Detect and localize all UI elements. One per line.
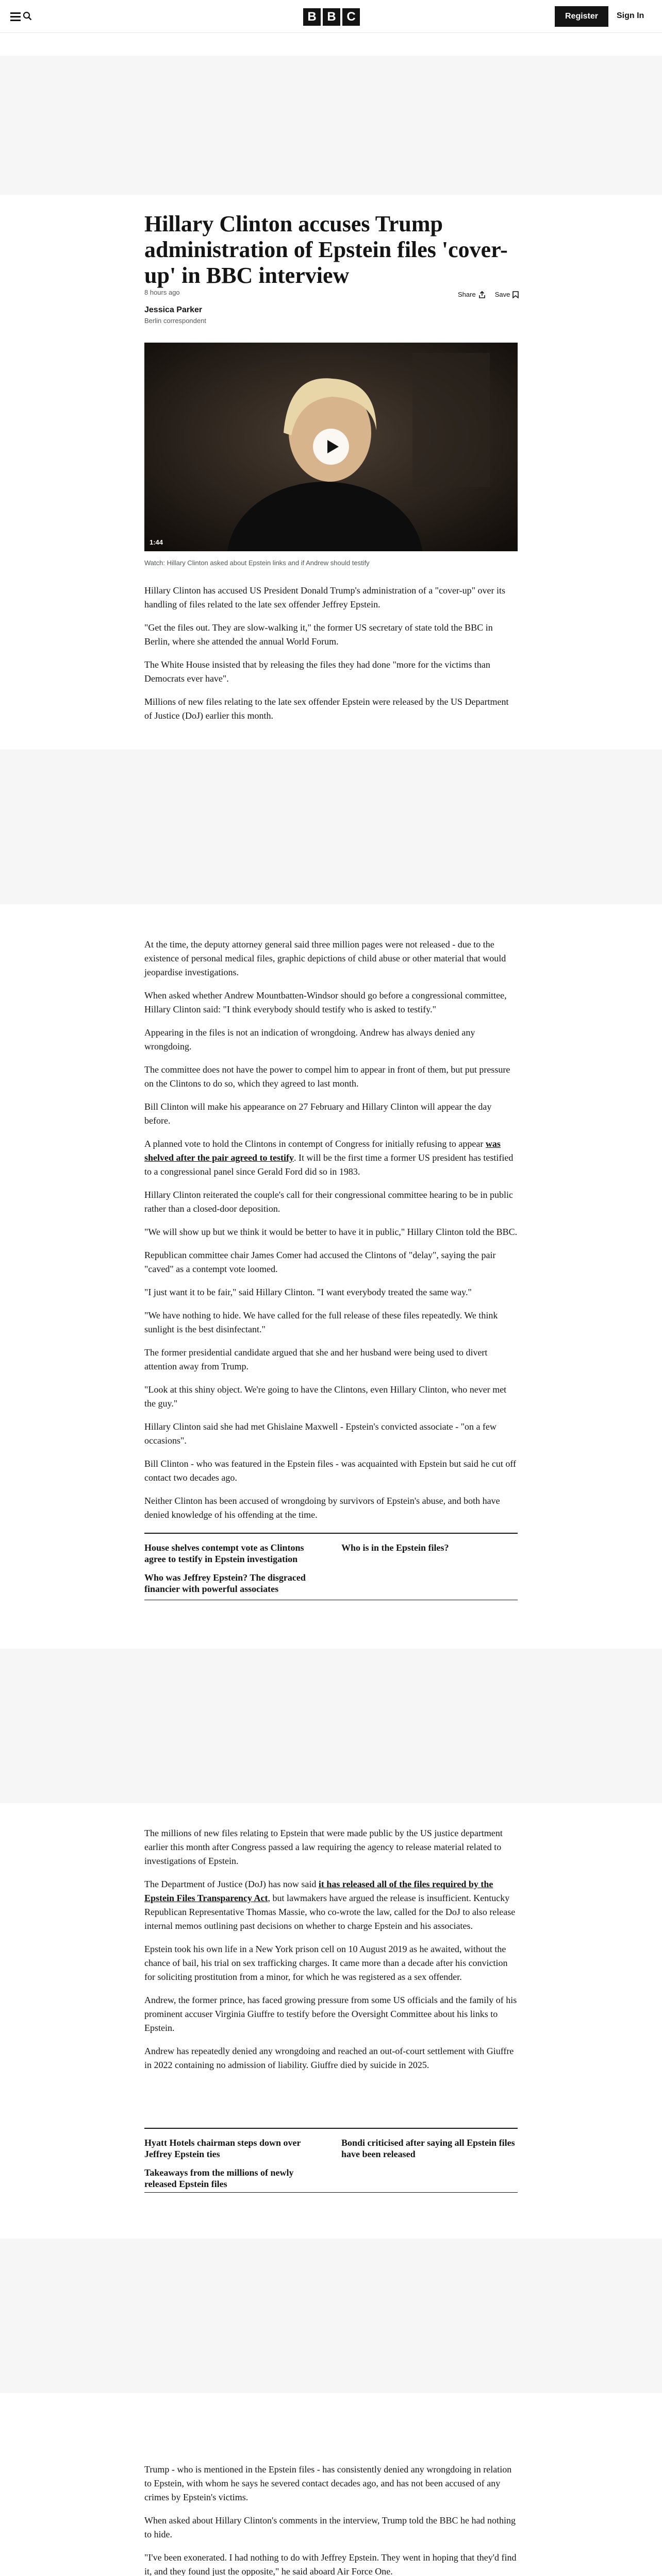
paragraph: Trump - who is mentioned in the Epstein files - has consistently denied any wrongdoing in relation to Epstein, with whom he says he severed contact decades ago, and has not been accused of any crimes by Epstein's victims. [144, 2464, 512, 2502]
related-stories [144, 1533, 518, 1595]
paragraph: Epstein took his own life in a New York prison cell on 10 August 2019 as he awaited, without the chance of bail, his trial on sex trafficking charges. It came more than a decade after his conviction for soliciting prostitution from a minor, for which he was registered as a sex offender. [144, 1944, 508, 1982]
paragraph: Hillary Clinton has accused US President Donald Trump's administration of a "cover-up" over its handling of files related to the late sex offender Jeffrey Epstein. [144, 585, 505, 609]
share-button[interactable] [458, 291, 486, 298]
play-icon [313, 429, 349, 465]
advertisement-banner[interactable] [0, 2239, 662, 2393]
paragraph: The White House insisted that by releasing the files they had done "more for the victims than Democrats ever have". [144, 659, 490, 684]
bbc-logo[interactable] [303, 8, 360, 26]
author-role: Berlin correspondent [144, 317, 206, 325]
register-button[interactable]: Register [555, 6, 608, 27]
paragraph: The committee does not have the power to compel him to appear in front of them, but put pressure on the Clintons to do so, which they agreed to last month. [144, 1064, 510, 1089]
paragraph: Appearing in the files is not an indication of wrongdoing. Andrew has always denied any wrongdoing. [144, 1027, 475, 1052]
paragraph: Bill Clinton - who was featured in the Epstein files - was acquainted with Epstein but said he cut off contact two decades ago. [144, 1459, 517, 1483]
paragraph: "Get the files out. They are slow-walking it," the former US secretary of state told the BBC in Berlin, where she attended the annual World Forum. [144, 622, 493, 647]
article-headline: Hillary Clinton accuses Trump administration of Epstein files 'cover-up' in BBC interview [144, 211, 508, 288]
top-navigation-bar [0, 0, 662, 33]
paragraph: The millions of new files relating to Epstein that were made public by the US justice department earlier this month after Congress passed a law requiring the agency to release material related to investigations of Epstein. [144, 1828, 503, 1866]
paragraph: "I've been exonerated. I had nothing to do with Jeffrey Epstein. They went in hoping that they'd find it, and they found just the opposite," he said aboard Air Force One. [144, 2552, 517, 2576]
share-label: Share [458, 291, 476, 298]
video-player[interactable] [144, 343, 518, 551]
video-caption: Watch: Hillary Clinton asked about Epstein links and if Andrew should testify [144, 559, 370, 567]
related-story-link[interactable]: Bondi criticised after saying all Epstein files have been released [341, 2138, 515, 2159]
paragraph: Andrew has repeatedly denied any wrongdoing and reached an out-of-court settlement with Giuffre in 2022 containing no admission of liability. Giuffre died by suicide in 2025. [144, 2046, 514, 2070]
article-body-section-3 [144, 1826, 518, 2081]
article-body-section-4 [144, 2463, 518, 2576]
text: It will be the first time a former US president has testified to a congressional panel since Gerald Ford did so in 1983. [144, 1153, 514, 1177]
related-stories [144, 2128, 518, 2190]
paragraph: At the time, the deputy attorney general said three million pages were not released - due to the existence of personal medical files, graphic depictions of child abuse or other material that would jeopardise investigations. [144, 939, 506, 977]
text: . [293, 1153, 296, 1163]
paragraph [144, 1137, 518, 1179]
article-body-section-1 [144, 584, 518, 732]
paragraph: Bill Clinton will make his appearance on 27 February and Hillary Clinton will appear the day before. [144, 1101, 492, 1126]
paragraph: Andrew, the former prince, has faced growing pressure from some US officials and the family of his prominent accuser Virginia Giuffre to testify before the Oversight Committee about his links to Epstein. [144, 1995, 517, 2033]
paragraph: Millions of new files relating to the late sex offender Epstein were released by the US Department of Justice (DoJ) earlier this month. [144, 697, 509, 721]
save-label: Save [494, 291, 510, 298]
menu-icon[interactable] [10, 11, 23, 22]
play-button[interactable] [313, 429, 349, 465]
paragraph: Hillary Clinton reiterated the couple's call for their congressional committee hearing to be in public rather than a closed-door deposition. [144, 1190, 514, 1214]
divider [144, 2192, 518, 2193]
search-icon[interactable] [23, 11, 32, 21]
article-header [144, 211, 518, 289]
related-story-link[interactable]: Takeaways from the millions of newly released Epstein files [144, 2167, 294, 2189]
contempt-vote-link[interactable]: was shelved after the pair agreed to testify [144, 1139, 501, 1163]
sign-in-link[interactable]: Sign In [617, 11, 644, 20]
related-story-link[interactable]: Who was Jeffrey Epstein? The disgraced financier with powerful associates [144, 1572, 306, 1594]
advertisement-banner[interactable] [0, 56, 662, 195]
related-story-link[interactable]: Who is in the Epstein files? [341, 1543, 449, 1553]
files-released-link[interactable]: it has released all of the files required by the Epstein Files Transparency Act [144, 1879, 493, 1903]
related-story-link[interactable]: House shelves contempt vote as Clintons agree to testify in Epstein investigation [144, 1543, 304, 1564]
article-body-section-2 [144, 938, 518, 1531]
video-duration: 1:44 [150, 538, 163, 546]
bookmark-icon [512, 291, 519, 298]
paragraph: "We have nothing to hide. We have called for the full release of these files repeatedly. We think sunlight is the best disinfectant." [144, 1310, 498, 1334]
text: , but lawmakers have argued the release is insufficient. Kentucky Republican Representative Thomas Massie, who co-wrote the law, called for the DoJ to also release internal memos outlining past decisions on whether to charge Epstein and his associates. [144, 1893, 516, 1931]
author-name: Jessica Parker [144, 306, 203, 314]
article-actions [458, 291, 519, 298]
related-story-link[interactable]: Hyatt Hotels chairman steps down over Jeffrey Epstein ties [144, 2138, 301, 2159]
paragraph: When asked whether Andrew Mountbatten-Windsor should go before a congressional committee, Hillary Clinton said: "I think everybody should testify who is asked to testify." [144, 990, 507, 1014]
paragraph [144, 1877, 518, 1933]
paragraph: Republican committee chair James Comer had accused the Clintons of "delay", saying the pair "caved" as a contempt vote loomed. [144, 1250, 496, 1274]
text: A planned vote to hold the Clintons in contempt of Congress for initially refusing to appear [144, 1139, 486, 1149]
paragraph: "I just want it to be fair," said Hillary Clinton. "I want everybody treated the same way." [144, 1287, 472, 1297]
logo-letter: C [342, 8, 360, 26]
paragraph: When asked about Hillary Clinton's comments in the interview, Trump told the BBC he had nothing to hide. [144, 2515, 516, 2539]
logo-letter: B [303, 8, 321, 26]
paragraph: "We will show up but we think it would be better to have it in public," Hillary Clinton told the BBC. [144, 1227, 518, 1237]
paragraph: Neither Clinton has been accused of wrongdoing by survivors of Epstein's abuse, and both have denied knowledge of his offending at the time. [144, 1496, 500, 1520]
publish-time: 8 hours ago [144, 289, 180, 296]
logo-letter: B [323, 8, 340, 26]
paragraph: "Look at this shiny object. We're going to have the Clintons, even Hillary Clinton, who never met the guy." [144, 1384, 507, 1409]
paragraph: Hillary Clinton said she had met Ghislaine Maxwell - Epstein's convicted associate - "on a few occasions". [144, 1421, 496, 1446]
share-icon [478, 291, 486, 298]
advertisement-banner[interactable] [0, 750, 662, 904]
text: The Department of Justice (DoJ) has now said [144, 1879, 319, 1889]
save-button[interactable] [495, 291, 519, 298]
paragraph: The former presidential candidate argued that she and her husband were being used to divert attention away from Trump. [144, 1347, 488, 1371]
advertisement-banner[interactable] [0, 1649, 662, 1803]
